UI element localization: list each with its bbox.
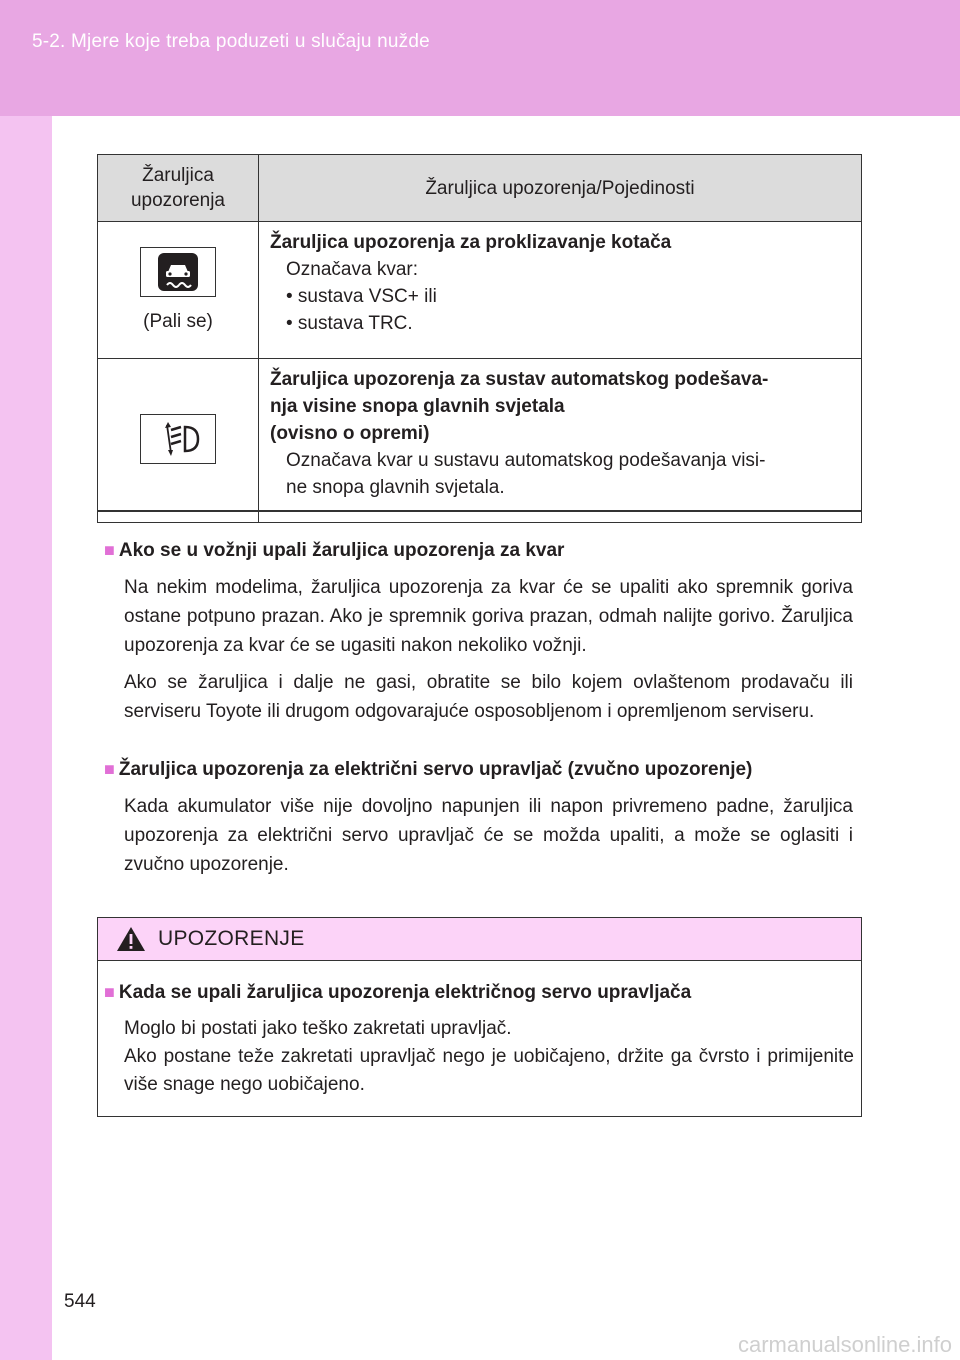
warning-body bbox=[104, 978, 854, 1099]
details-cell bbox=[259, 359, 862, 523]
warning-triangle-icon bbox=[116, 926, 146, 952]
icon-note: (Pali se) bbox=[143, 311, 213, 332]
table-row bbox=[98, 359, 862, 523]
square-bullet-icon: ■ bbox=[104, 982, 115, 1002]
section-heading bbox=[104, 536, 853, 565]
detail-line: • sustava TRC. bbox=[286, 313, 413, 334]
page-number: 544 bbox=[64, 1291, 96, 1312]
detail-line: Označava kvar u sustavu automatskog podešavanja visi- bbox=[286, 450, 766, 471]
page-header bbox=[0, 0, 960, 116]
paragraph: Kada akumulator više nije dovoljno napunjen ili napon privremeno padne, žaruljica upozorenja za električni servo upravljač će se možda upaliti, a može se oglasiti i zvučno upozorenje. bbox=[124, 796, 853, 875]
paragraph: Na nekim modelima, žaruljica upozorenja za kvar će se upaliti ako spremnik goriva ostane potpuno prazan. Ako je spremnik goriva prazan, odmah nalijte gorivo. Žaruljica upozorenja za kvar će se ugasiti nakon nekoliko vožnji. bbox=[124, 577, 853, 656]
detail-line: Označava kvar: bbox=[286, 259, 418, 280]
paragraph bbox=[104, 1015, 854, 1099]
detail-line: • sustava VSC+ ili bbox=[286, 286, 437, 307]
section-power-steering bbox=[104, 755, 853, 879]
warning-lights-table bbox=[97, 154, 862, 523]
icon-cell bbox=[98, 222, 259, 359]
divider bbox=[97, 510, 862, 512]
table-row bbox=[98, 222, 862, 359]
side-strip bbox=[0, 116, 52, 1360]
detail-title: Žaruljica upozorenja za proklizavanje kotača bbox=[270, 232, 672, 253]
header-title: 5-2. Mjere koje treba poduzeti u slučaju nužde bbox=[32, 31, 430, 52]
section-heading-text: Žaruljica upozorenja za električni servo upravljač (zvučno upozorenje) bbox=[118, 759, 753, 780]
detail-line: ne snopa glavnih svjetala. bbox=[286, 477, 505, 498]
square-bullet-icon: ■ bbox=[104, 540, 115, 560]
watermark: carmanualsonline.info bbox=[737, 1332, 952, 1357]
table-header-details: Žaruljica upozorenja/Pojedinosti bbox=[259, 155, 862, 222]
warning-heading-text: Kada se upali žaruljica upozorenja električnog servo upravljača bbox=[118, 982, 692, 1003]
detail-title: (ovisno o opremi) bbox=[270, 423, 430, 444]
warning-line: Moglo bi postati jako teško zakretati upravljač. bbox=[124, 1018, 512, 1039]
icon-cell bbox=[98, 359, 259, 523]
details-cell bbox=[259, 222, 862, 359]
section-heading bbox=[104, 755, 853, 784]
paragraph: Ako se žaruljica i dalje ne gasi, obratite se bilo kojem ovlaštenom prodavaču ili serviseru Toyote ili drugom odgovarajuće osposobljenom i opremljenom serviseru. bbox=[124, 672, 853, 722]
warning-heading bbox=[104, 978, 854, 1007]
warning-box bbox=[97, 917, 862, 1117]
warning-header bbox=[98, 918, 861, 961]
section-heading-text: Ako se u vožnji upali žaruljica upozorenja za kvar bbox=[118, 540, 565, 561]
skid-car-icon bbox=[140, 247, 216, 297]
table-header-light: Žaruljica upozorenja bbox=[98, 155, 259, 222]
warning-title: UPOZORENJE bbox=[158, 927, 305, 950]
square-bullet-icon: ■ bbox=[104, 759, 115, 779]
warning-line: Ako postane teže zakretati upravljač nego je uobičajeno, držite ga čvrsto i primijenite više snage nego uobičajeno. bbox=[124, 1046, 854, 1095]
section-malfunction bbox=[104, 536, 853, 726]
headlight-leveling-icon bbox=[140, 414, 216, 464]
detail-title: Žaruljica upozorenja za sustav automatskog podešava- bbox=[270, 369, 769, 390]
detail-title: nja visine snopa glavnih svjetala bbox=[270, 396, 565, 417]
